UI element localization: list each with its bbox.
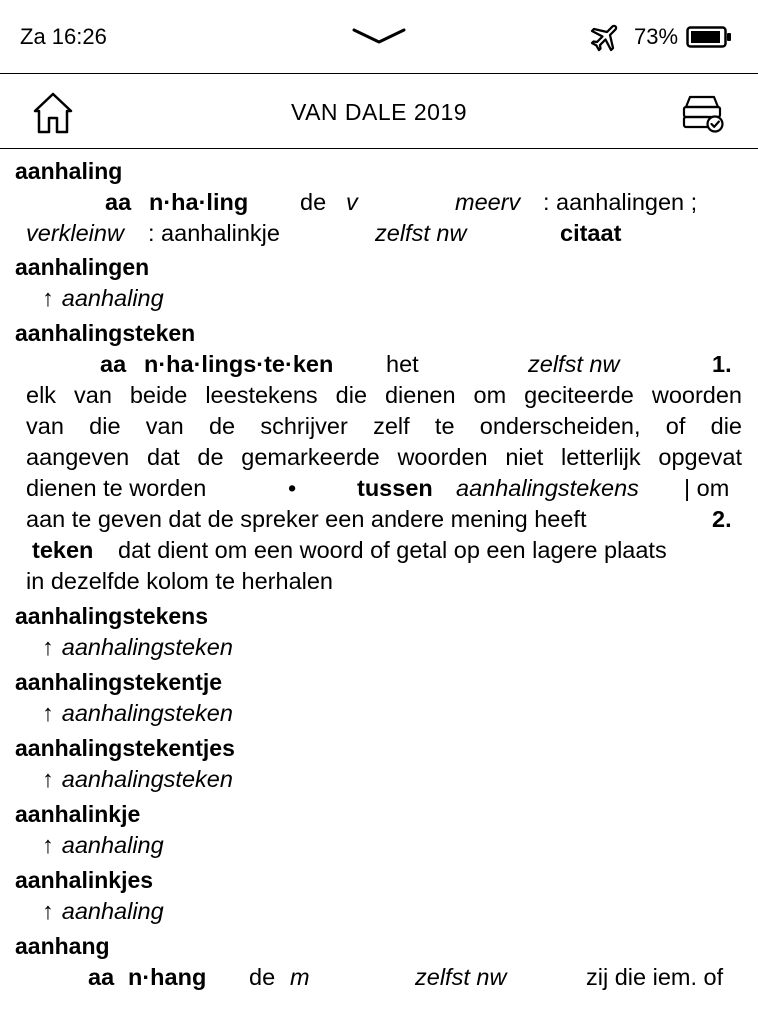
- example-line: [0, 475, 758, 506]
- gender: m: [290, 964, 310, 990]
- cross-reference[interactable]: [42, 766, 233, 793]
- status-bar: [0, 0, 758, 74]
- cross-reference[interactable]: [42, 285, 164, 312]
- synonym-link[interactable]: citaat: [560, 220, 622, 246]
- part-of-speech: zelfst nw: [375, 220, 467, 246]
- entry-grammar-line: [0, 964, 758, 995]
- status-time: Za 16:26: [20, 24, 107, 49]
- definition-text: | om: [684, 475, 730, 501]
- cross-reference-link[interactable]: aanhalingsteken: [61, 634, 233, 660]
- app-header: [0, 75, 758, 149]
- definition-text: dienen te worden: [26, 475, 207, 501]
- syllabification: n·ha·ling: [149, 189, 249, 215]
- up-arrow-icon: ↑: [42, 766, 54, 792]
- definition-line: [0, 537, 758, 568]
- entry-headword: aanhalinkje: [15, 801, 141, 827]
- article: de: [300, 189, 327, 215]
- cross-reference[interactable]: [42, 898, 164, 925]
- sense-keyword: teken: [32, 537, 94, 563]
- article: de: [249, 964, 276, 990]
- part-of-speech: zelfst nw: [528, 351, 620, 377]
- definition-text: aangeven dat de gemarkeerde woorden niet letterlijk opgevat: [26, 444, 742, 470]
- page-title: VAN DALE 2019: [290, 99, 468, 125]
- cross-reference-link[interactable]: aanhalingsteken: [61, 766, 233, 792]
- entry-headword: aanhang: [15, 933, 110, 959]
- diminutive-value: : aanhalinkje: [148, 220, 280, 246]
- entry-headword: aanhalingstekentjes: [15, 735, 235, 761]
- entry-grammar-line: [0, 351, 758, 382]
- airplane-mode-icon: [589, 20, 623, 54]
- definition-text: in dezelfde kolom te herhalen: [26, 568, 334, 594]
- example-italic: aanhalingstekens: [456, 475, 639, 501]
- cross-reference[interactable]: [42, 700, 233, 727]
- entry-headword: aanhalingstekentje: [15, 669, 223, 695]
- entry-headword: aanhalingstekens: [15, 603, 209, 629]
- definition-text: aan te geven dat de spreker een andere mening heeft: [26, 506, 587, 532]
- entry-grammar-line: [0, 220, 758, 251]
- cross-reference-link[interactable]: aanhaling: [61, 832, 164, 858]
- sense-number: 1.: [712, 351, 732, 377]
- plural-value: : aanhalingen ;: [543, 189, 698, 215]
- up-arrow-icon: ↑: [42, 700, 54, 726]
- battery-icon: [686, 26, 732, 48]
- example-bold: tussen: [357, 475, 433, 501]
- definition-text: zij die iem. of: [586, 964, 724, 990]
- syllable-stress: aa: [105, 189, 132, 215]
- entry-headword: aanhalingen: [15, 254, 150, 280]
- cross-reference-link[interactable]: aanhaling: [61, 285, 164, 311]
- syllabification: n·ha·lings·te·ken: [144, 351, 334, 377]
- sense-number: 2.: [712, 506, 732, 532]
- part-of-speech: zelfst nw: [415, 964, 507, 990]
- entry-grammar-line: [0, 189, 758, 220]
- definition-line: [0, 506, 758, 537]
- pull-down-chevron-icon[interactable]: [352, 26, 406, 46]
- definition-text: dat dient om een woord of getal op een lagere plaats: [118, 537, 667, 563]
- cross-reference[interactable]: [42, 832, 164, 859]
- bullet-icon: •: [288, 475, 297, 501]
- definition-line: [0, 568, 758, 599]
- diminutive-label: verkleinw: [26, 220, 124, 246]
- cross-reference[interactable]: [42, 634, 233, 661]
- entry-headword: aanhaling: [15, 158, 123, 184]
- gender: v: [346, 189, 358, 215]
- definition-text: van die van de schrijver zelf te onderscheiden, of die: [26, 413, 742, 439]
- up-arrow-icon: ↑: [42, 285, 54, 311]
- article: het: [386, 351, 419, 377]
- entry-headword: aanhalinkjes: [15, 867, 154, 893]
- dictionary-select-icon[interactable]: [680, 93, 726, 133]
- plural-label: meerv: [455, 189, 521, 215]
- definition-text: elk van beide leestekens die dienen om geciteerde woorden: [26, 382, 742, 408]
- syllable-stress: aa: [88, 964, 115, 990]
- cross-reference-link[interactable]: aanhalingsteken: [61, 700, 233, 726]
- entry-headword: aanhalingsteken: [15, 320, 196, 346]
- syllable-stress: aa: [100, 351, 127, 377]
- up-arrow-icon: ↑: [42, 898, 54, 924]
- up-arrow-icon: ↑: [42, 634, 54, 660]
- cross-reference-link[interactable]: aanhaling: [61, 898, 164, 924]
- syllabification: n·hang: [128, 964, 207, 990]
- battery-percent: 73%: [634, 24, 679, 49]
- up-arrow-icon: ↑: [42, 832, 54, 858]
- dictionary-content[interactable]: [0, 150, 758, 1024]
